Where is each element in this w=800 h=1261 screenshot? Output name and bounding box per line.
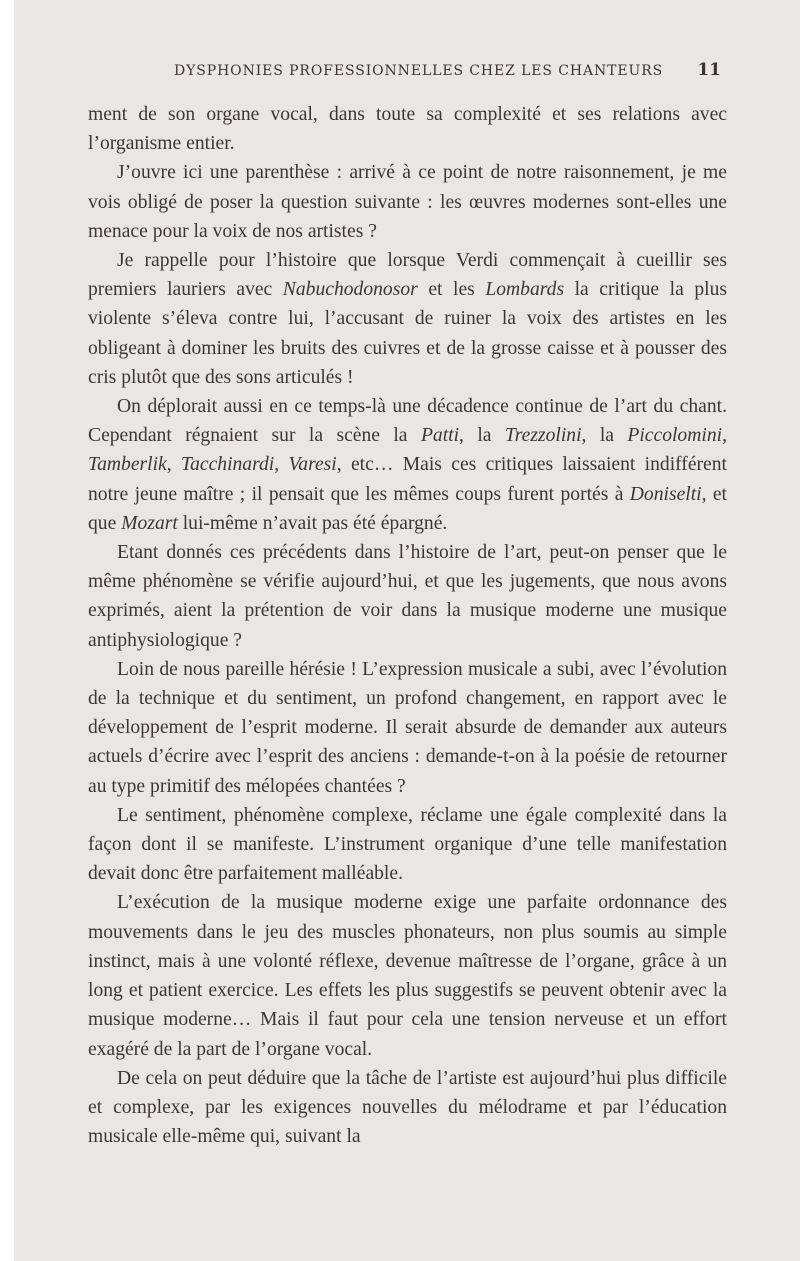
running-title: DYSPHONIES PROFESSIONNELLES CHEZ LES CHANTEURS bbox=[174, 63, 664, 79]
paragraph-text: , bbox=[722, 425, 727, 447]
paragraph-text: lui-même n’avait pas été épargné. bbox=[177, 512, 448, 534]
paragraph bbox=[88, 888, 727, 1063]
paragraph-text: Etant donnés ces précédents dans l’histoire de l’art, peut-on penser que le même phénomène se vérifie aujourd’hui, et que les jugements, que nous avons exprimés, aient la prétention de voir dans la musique moderne une musique antiphysiologique ? bbox=[88, 542, 727, 651]
paragraph-text: la critique la plus violente s’éleva contre lui, l’accusant de ruiner la voix des artistes en les obligeant à dominer les bruits des cuivres et de la grosse caisse et à pousser des cris plutôt que des sons articulés ! bbox=[88, 279, 727, 388]
paragraph-text: De cela on peut déduire que la tâche de l’artiste est aujourd’hui plus difficile et complexe, par les exigences nouvelles du mélodrame et par l’éducation musicale elle-même qui, suivant la bbox=[88, 1067, 727, 1148]
paragraph bbox=[88, 392, 727, 538]
paragraph bbox=[88, 801, 727, 889]
paragraph bbox=[88, 1064, 727, 1152]
italic-text: Mozart bbox=[121, 512, 178, 534]
paragraph-text: , et que bbox=[88, 483, 727, 534]
paragraph bbox=[88, 538, 727, 655]
italic-text: Nabuchodonosor bbox=[282, 279, 418, 301]
paragraph-text: On déplorait aussi en ce temps-là une décadence continue de l’art du chant. Cependant régnaient sur la scène la bbox=[88, 396, 727, 447]
italic-text: Varesi bbox=[288, 454, 337, 476]
italic-text: Tamberlik bbox=[88, 454, 167, 476]
paragraph-text: J’ouvre ici une parenthèse : arrivé à ce point de notre raisonnement, je me vois obligé de poser la question suivante : les œuvres modernes sont-elles une menace pour la voix de nos artistes ? bbox=[88, 162, 727, 242]
paragraph bbox=[88, 246, 727, 392]
paragraph bbox=[88, 158, 727, 246]
page-content bbox=[88, 60, 727, 1151]
italic-text: Patti bbox=[420, 425, 460, 447]
italic-text: Piccolomini bbox=[627, 425, 723, 447]
paragraph bbox=[88, 100, 727, 158]
paragraph-text: Loin de nous pareille hérésie ! L’expression musicale a subi, avec l’évolution de la technique et du sentiment, un profond changement, en rapport avec le développement de l’esprit moderne. Il serait absurde de demander aux auteurs actuels d’écrire avec l’esprit des anciens : demande-t-on à la poésie de retourner au type primitif des mélopées chantées ? bbox=[88, 658, 727, 797]
paragraph-text: Je rappelle pour l’histoire que lorsque Verdi commençait à cueillir ses premiers lauriers avec bbox=[88, 250, 727, 301]
paragraph-text: et les bbox=[417, 279, 486, 301]
page-number: 11 bbox=[697, 60, 721, 80]
paragraph-text: , bbox=[166, 454, 181, 476]
italic-text: Doniselti bbox=[629, 483, 702, 505]
italic-text: Lombards bbox=[485, 279, 565, 301]
book-page bbox=[14, 0, 800, 1261]
body-text bbox=[88, 100, 727, 1151]
running-head bbox=[88, 60, 727, 100]
paragraph-text: Le sentiment, phénomène complexe, réclame une égale complexité dans la façon dont il se manifeste. L’instrument organique d’une telle manifestation devait donc être parfaitement malléable. bbox=[88, 804, 727, 885]
paragraph-text: , la bbox=[581, 425, 628, 447]
paragraph-text: , bbox=[274, 454, 289, 476]
paragraph-text: L’exécution de la musique moderne exige une parfaite ordonnance des mouvements dans le jeu des muscles phonateurs, non plus soumis au simple instinct, mais à une volonté réflexe, devenue maîtresse de l’organe, grâce à un long et patient exercice. Les effets les plus suggestifs se peuvent obtenir avec la musique moderne… Mais il faut pour cela une tension nerveuse et un effort exagéré de la part de l’organe vocal. bbox=[88, 892, 727, 1060]
paragraph-text: , etc… Mais ces critiques laissaient indifférent notre jeune maître ; il pensait que les mêmes coups furent portés à bbox=[88, 454, 727, 505]
paragraph-text: , la bbox=[459, 425, 505, 447]
italic-text: Tacchinardi bbox=[180, 454, 275, 476]
paragraph-text: ment de son organe vocal, dans toute sa complexité et ses relations avec l’organisme entier. bbox=[88, 104, 727, 155]
italic-text: Trezzolini bbox=[504, 425, 582, 447]
paragraph bbox=[88, 655, 727, 801]
